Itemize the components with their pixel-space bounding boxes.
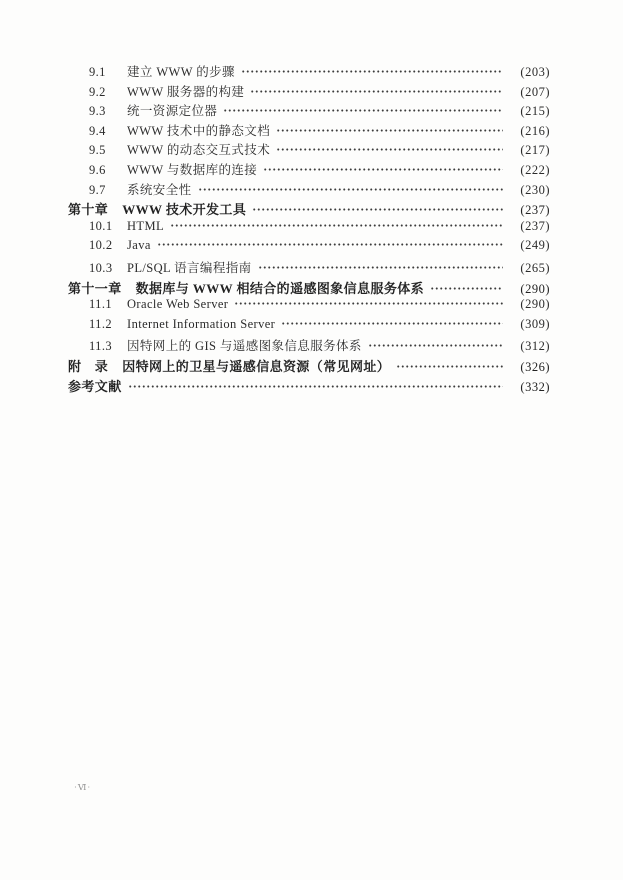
dot-leader <box>368 341 503 350</box>
toc-entry-title: 参考文献 <box>68 378 122 394</box>
toc-entry <box>68 160 550 180</box>
toc-entry-title: 因特网上的 GIS 与遥感图象信息服务体系 <box>127 339 362 354</box>
toc-entry <box>68 278 550 298</box>
toc-entry-number: 11.1 <box>89 297 113 312</box>
toc-entry <box>68 140 550 160</box>
dot-leader <box>281 319 503 328</box>
toc-page-number: (230) <box>520 182 550 197</box>
toc-page-number: (290) <box>520 281 550 296</box>
toc-page-number: (265) <box>520 260 550 275</box>
toc-entry-number: 9.5 <box>89 143 106 158</box>
dot-leader <box>157 240 503 249</box>
toc-page-number: (216) <box>520 123 550 138</box>
toc-entry-title: 数据库与 WWW 相结合的遥感图象信息服务体系 <box>135 280 425 296</box>
toc-entry-number: 9.7 <box>89 182 106 197</box>
toc-entry-number: 附 录 <box>68 358 109 374</box>
toc-entry <box>68 258 550 278</box>
toc-entry-number: 第十一章 <box>68 280 122 296</box>
toc-entry <box>68 101 550 121</box>
dot-leader <box>430 284 503 293</box>
toc-entry <box>68 336 550 356</box>
toc-page-number: (326) <box>520 359 550 374</box>
toc-entry-title: Java <box>127 238 151 253</box>
toc-entry-title: WWW 服务器的构建 <box>127 84 245 99</box>
toc-entry <box>68 356 550 376</box>
dot-leader <box>396 362 503 371</box>
toc-entry-title: Internet Information Server <box>127 316 276 331</box>
dot-leader <box>252 205 503 214</box>
toc-entry-title: WWW 与数据库的连接 <box>127 162 258 177</box>
toc-entry <box>68 238 550 258</box>
dot-leader <box>276 126 503 135</box>
toc-entry <box>68 82 550 102</box>
toc-entry-number: 10.1 <box>89 218 113 233</box>
toc-page-number: (290) <box>520 297 550 312</box>
dot-leader <box>241 67 503 76</box>
toc-entry <box>68 62 550 82</box>
toc-entry-title: 系统安全性 <box>127 182 192 197</box>
toc-entry-title: HTML <box>127 218 165 233</box>
toc-entry-number: 10.2 <box>89 238 113 253</box>
toc-entry <box>68 317 550 337</box>
toc-page-number: (215) <box>520 104 550 119</box>
toc-entry <box>68 121 550 141</box>
toc-entry-number: 11.2 <box>89 316 113 331</box>
toc-entry-title: 统一资源定位器 <box>127 104 218 119</box>
toc-page-number: (309) <box>520 316 550 331</box>
toc-page-number: (332) <box>520 379 550 394</box>
dot-leader <box>198 185 503 194</box>
toc-page-number: (312) <box>520 339 550 354</box>
dot-leader <box>128 382 503 391</box>
toc-entry-title: PL/SQL 语言编程指南 <box>127 260 252 275</box>
table-of-contents <box>68 62 550 395</box>
toc-page-number: (249) <box>520 238 550 253</box>
toc-entry-number: 10.3 <box>89 260 113 275</box>
toc-entry-title: WWW 技术中的静态文档 <box>127 123 271 138</box>
toc-entry-title: 因特网上的卫星与遥感信息资源（常见网址） <box>122 358 391 374</box>
toc-entry-number: 第十章 <box>68 202 109 218</box>
toc-entry <box>68 199 550 219</box>
toc-entry-title: WWW 技术开发工具 <box>122 202 247 218</box>
toc-entry <box>68 376 550 396</box>
toc-entry-number: 9.1 <box>89 65 106 79</box>
toc-entry <box>68 297 550 317</box>
dot-leader <box>263 165 503 174</box>
dot-leader <box>234 299 503 308</box>
dot-leader <box>170 221 503 230</box>
toc-entry-title: Oracle Web Server <box>127 297 229 312</box>
toc-page-number: (203) <box>520 65 550 79</box>
toc-page-number: (217) <box>520 143 550 158</box>
page-number-marker: ·Ⅵ· <box>74 782 92 792</box>
toc-entry-number: 9.4 <box>89 123 106 138</box>
toc-entry-number: 9.3 <box>89 104 106 119</box>
dot-leader <box>250 87 503 96</box>
dot-leader <box>258 263 503 272</box>
toc-entry-number: 9.6 <box>89 162 106 177</box>
dot-leader <box>276 145 503 154</box>
toc-page-number: (237) <box>520 218 550 233</box>
toc-entry-number: 11.3 <box>89 339 113 354</box>
toc-page-number: (237) <box>520 203 550 218</box>
toc-entry-title: 建立 WWW 的步骤 <box>127 65 235 79</box>
toc-entry <box>68 180 550 200</box>
dot-leader <box>223 106 503 115</box>
toc-entry-title: WWW 的动态交互式技术 <box>127 143 271 158</box>
toc-entry-number: 9.2 <box>89 84 106 99</box>
toc-page-number: (207) <box>520 84 550 99</box>
toc-page-number: (222) <box>520 162 550 177</box>
toc-entry <box>68 219 550 239</box>
